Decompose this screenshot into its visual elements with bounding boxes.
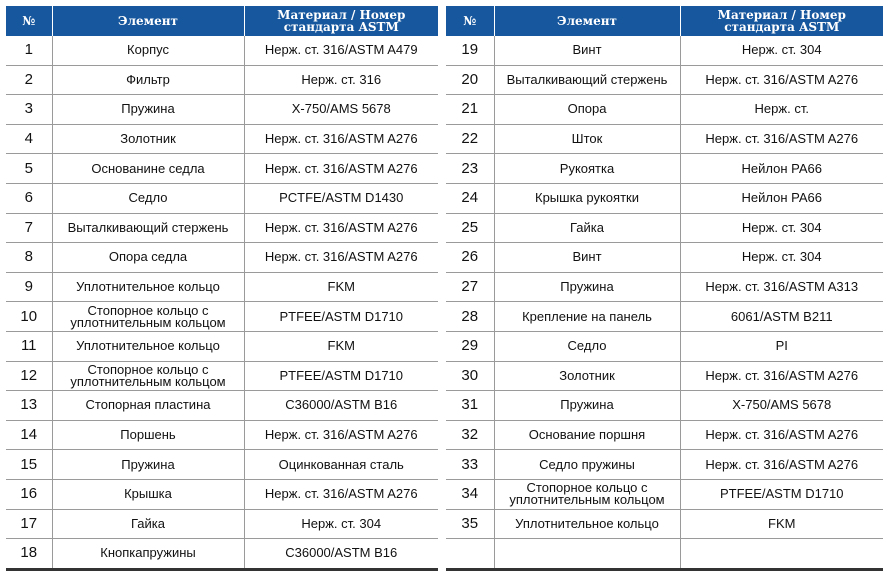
table-row	[6, 450, 438, 480]
row-number: 8	[6, 243, 52, 273]
table-row	[446, 450, 883, 480]
header-material: Материал / Номер стандарта ASTM	[680, 6, 883, 36]
row-material: Нерж. ст. 316/ASTM A276	[680, 420, 883, 450]
row-element: Кнопкапружины	[52, 539, 244, 570]
row-number: 23	[446, 154, 494, 184]
row-number: 11	[6, 331, 52, 361]
row-element: Крепление на панель	[494, 302, 680, 332]
parts-table-left	[6, 6, 438, 571]
row-number: 29	[446, 331, 494, 361]
header-number: №	[6, 6, 52, 36]
row-element: Золотник	[494, 361, 680, 391]
row-material: FKM	[680, 509, 883, 539]
row-material: PTFEE/ASTM D1710	[244, 361, 438, 391]
header-material: Материал / Номер стандарта ASTM	[244, 6, 438, 36]
row-number: 14	[6, 420, 52, 450]
row-element: Гайка	[52, 509, 244, 539]
row-material: Нерж. ст. 316/ASTM A276	[680, 65, 883, 95]
table-row	[6, 154, 438, 184]
table-row	[6, 36, 438, 65]
header-element: Элемент	[494, 6, 680, 36]
row-number: 17	[6, 509, 52, 539]
row-material: FKM	[244, 272, 438, 302]
row-material	[680, 539, 883, 570]
row-number: 33	[446, 450, 494, 480]
row-element: Винт	[494, 36, 680, 65]
row-element: Опора седла	[52, 243, 244, 273]
row-material: X-750/AMS 5678	[244, 95, 438, 125]
header-element: Элемент	[52, 6, 244, 36]
row-number: 27	[446, 272, 494, 302]
row-material: Нерж. ст. 316/ASTM A276	[244, 154, 438, 184]
table-row	[6, 302, 438, 332]
row-material: C36000/ASTM B16	[244, 391, 438, 421]
table-row	[446, 124, 883, 154]
row-material: Нерж. ст. 304	[680, 243, 883, 273]
row-number: 28	[446, 302, 494, 332]
row-number: 5	[6, 154, 52, 184]
row-number: 21	[446, 95, 494, 125]
row-material: Нерж. ст. 316/ASTM A276	[680, 450, 883, 480]
row-number: 24	[446, 183, 494, 213]
row-element: Поршень	[52, 420, 244, 450]
table-row	[446, 272, 883, 302]
table-row	[6, 124, 438, 154]
row-material: Нерж. ст. 316/ASTM A276	[244, 243, 438, 273]
row-material: Нерж. ст. 316/ASTM A276	[680, 361, 883, 391]
table-row	[446, 331, 883, 361]
row-material: Нерж. ст. 304	[680, 36, 883, 65]
row-element: Седло	[494, 331, 680, 361]
row-number: 16	[6, 479, 52, 509]
table-row	[6, 95, 438, 125]
row-element: Рукоятка	[494, 154, 680, 184]
row-number: 4	[6, 124, 52, 154]
table-row	[6, 420, 438, 450]
row-element: Пружина	[494, 272, 680, 302]
row-material: Нерж. ст. 316/ASTM A276	[244, 479, 438, 509]
row-number: 26	[446, 243, 494, 273]
table-row	[446, 154, 883, 184]
row-element: Седло	[52, 183, 244, 213]
row-element	[494, 539, 680, 570]
row-material: C36000/ASTM B16	[244, 539, 438, 570]
row-element: Уплотнительное кольцо	[52, 272, 244, 302]
row-number: 22	[446, 124, 494, 154]
row-element: Стопорное кольцо с уплотнительным кольцом	[52, 302, 244, 332]
table-row	[6, 213, 438, 243]
row-number	[446, 539, 494, 570]
row-number: 3	[6, 95, 52, 125]
row-material: FKM	[244, 331, 438, 361]
table-row	[446, 479, 883, 509]
row-number: 20	[446, 65, 494, 95]
row-material: Нерж. ст. 304	[680, 213, 883, 243]
row-material: PTFEE/ASTM D1710	[680, 479, 883, 509]
table-row	[446, 36, 883, 65]
table-row	[6, 479, 438, 509]
table-row	[6, 183, 438, 213]
row-number: 1	[6, 36, 52, 65]
row-element: Гайка	[494, 213, 680, 243]
table-row	[446, 213, 883, 243]
row-element: Стопорное кольцо с уплотнительным кольцом	[52, 361, 244, 391]
row-number: 15	[6, 450, 52, 480]
row-material: Нерж. ст.	[680, 95, 883, 125]
table-row	[6, 361, 438, 391]
row-number: 32	[446, 420, 494, 450]
row-material: Нерж. ст. 316/ASTM A479	[244, 36, 438, 65]
row-number: 25	[446, 213, 494, 243]
row-element: Винт	[494, 243, 680, 273]
row-material: PTFEE/ASTM D1710	[244, 302, 438, 332]
row-element: Пружина	[52, 450, 244, 480]
table-row	[446, 361, 883, 391]
row-element: Стопорное кольцо с уплотнительным кольцом	[494, 479, 680, 509]
row-number: 18	[6, 539, 52, 570]
table-row	[6, 65, 438, 95]
row-element: Пружина	[52, 95, 244, 125]
table-row	[446, 243, 883, 273]
row-material: Нерж. ст. 316/ASTM A276	[680, 124, 883, 154]
parts-table-right	[446, 6, 883, 571]
row-number: 10	[6, 302, 52, 332]
table-row	[446, 183, 883, 213]
row-number: 12	[6, 361, 52, 391]
row-material: Нерж. ст. 316/ASTM A276	[244, 213, 438, 243]
table-row	[6, 509, 438, 539]
row-element: Крышка	[52, 479, 244, 509]
table-row	[6, 243, 438, 273]
row-element: Стопорная пластина	[52, 391, 244, 421]
table-row	[446, 391, 883, 421]
row-element: Пружина	[494, 391, 680, 421]
row-number: 6	[6, 183, 52, 213]
row-number: 30	[446, 361, 494, 391]
row-number: 9	[6, 272, 52, 302]
row-number: 7	[6, 213, 52, 243]
table-header-row	[6, 6, 438, 36]
table-row	[446, 509, 883, 539]
row-element: Фильтр	[52, 65, 244, 95]
row-element: Крышка рукоятки	[494, 183, 680, 213]
header-number: №	[446, 6, 494, 36]
row-number: 2	[6, 65, 52, 95]
row-number: 34	[446, 479, 494, 509]
row-element: Седло пружины	[494, 450, 680, 480]
table-row	[446, 539, 883, 570]
row-material: Нейлон PA66	[680, 154, 883, 184]
table-header-row	[446, 6, 883, 36]
row-element: Основанине седла	[52, 154, 244, 184]
row-material: Нерж. ст. 316/ASTM A276	[244, 124, 438, 154]
table-row	[446, 420, 883, 450]
row-element: Шток	[494, 124, 680, 154]
row-element: Опора	[494, 95, 680, 125]
row-material: 6061/ASTM B211	[680, 302, 883, 332]
row-element: Выталкивающий стержень	[494, 65, 680, 95]
row-material: X-750/AMS 5678	[680, 391, 883, 421]
row-material: Нейлон PA66	[680, 183, 883, 213]
row-element: Уплотнительное кольцо	[52, 331, 244, 361]
row-element: Выталкивающий стержень	[52, 213, 244, 243]
row-number: 19	[446, 36, 494, 65]
row-number: 35	[446, 509, 494, 539]
row-element: Золотник	[52, 124, 244, 154]
table-row	[6, 331, 438, 361]
table-row	[6, 539, 438, 570]
table-row	[446, 65, 883, 95]
table-row	[446, 95, 883, 125]
row-material: Оцинкованная сталь	[244, 450, 438, 480]
table-row	[446, 302, 883, 332]
row-number: 31	[446, 391, 494, 421]
row-material: Нерж. ст. 304	[244, 509, 438, 539]
row-element: Основание поршня	[494, 420, 680, 450]
row-element: Корпус	[52, 36, 244, 65]
table-row	[6, 391, 438, 421]
row-material: Нерж. ст. 316	[244, 65, 438, 95]
row-number: 13	[6, 391, 52, 421]
row-material: PI	[680, 331, 883, 361]
row-element: Уплотнительное кольцо	[494, 509, 680, 539]
row-material: Нерж. ст. 316/ASTM A313	[680, 272, 883, 302]
row-material: PCTFE/ASTM D1430	[244, 183, 438, 213]
row-material: Нерж. ст. 316/ASTM A276	[244, 420, 438, 450]
table-row	[6, 272, 438, 302]
